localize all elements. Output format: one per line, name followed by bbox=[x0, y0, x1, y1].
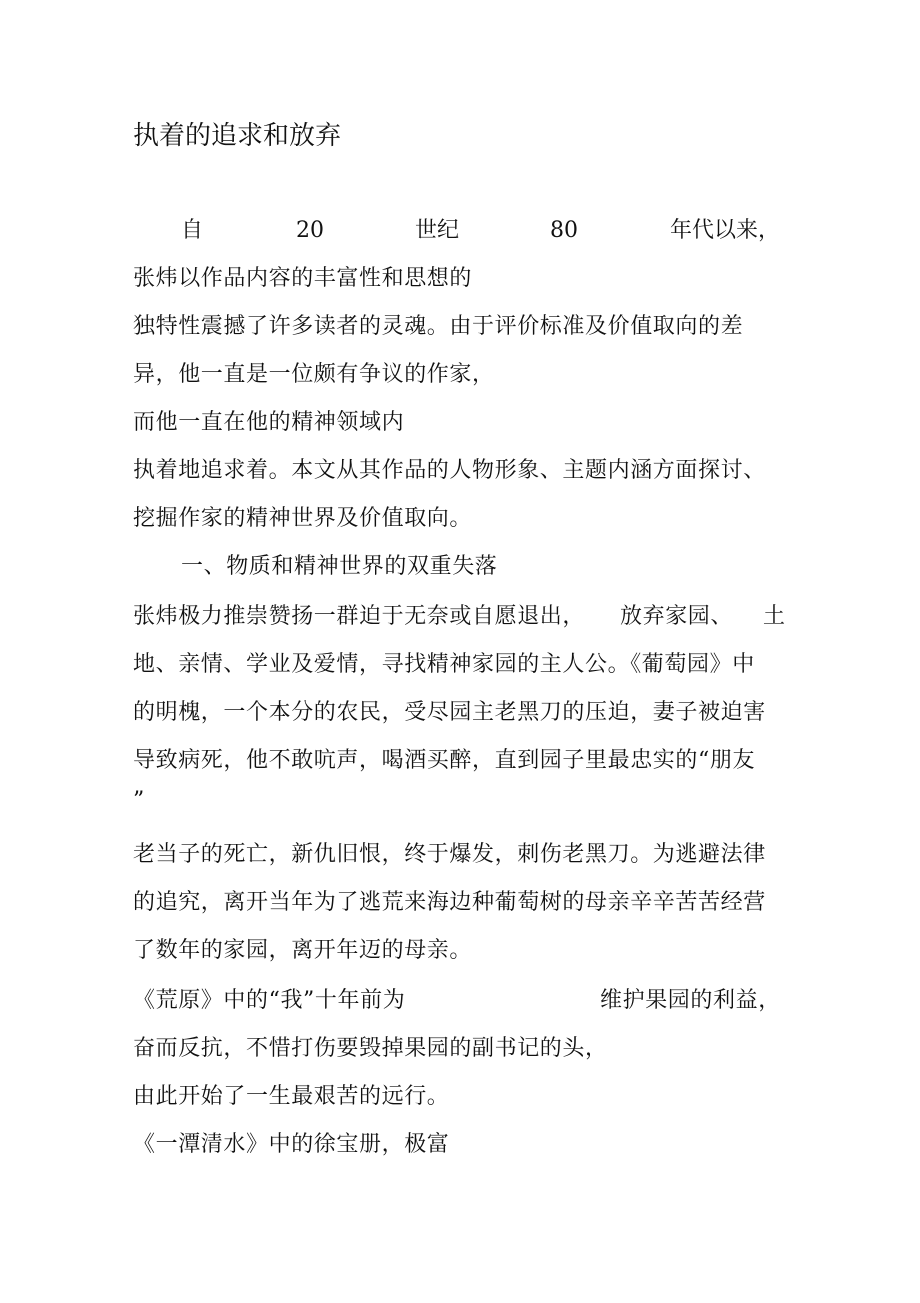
text-segment: 20 bbox=[296, 218, 324, 243]
text-line: 地、亲情、学业及爱情，寻找精神家园的主人公。《葡萄园》中 bbox=[133, 652, 755, 677]
text-line: 张炜以作品内容的丰富性和思想的 bbox=[133, 266, 473, 291]
text-line: 张炜极力推崇赞扬一群迫于无奈或自愿退出， bbox=[133, 604, 586, 629]
text-line: 挖掘作家的精神世界及价值取向。 bbox=[133, 506, 473, 531]
text-segment: 土 bbox=[763, 604, 786, 629]
text-line: 《一潭清水》中的徐宝册，极富 bbox=[133, 1132, 450, 1157]
text-line: 奋而反抗，不惜打伤要毁掉果园的副书记的头， bbox=[133, 1036, 608, 1061]
text-segment: 年代以来， bbox=[670, 218, 781, 243]
text-line: ” bbox=[133, 788, 145, 813]
text-segment: 维护果园的利益， bbox=[600, 988, 781, 1013]
section-heading: 一、物质和精神世界的双重失落 bbox=[181, 554, 498, 579]
text-line: 的明槐，一个本分的农民，受尽园主老黑刀的压迫，妻子被迫害 bbox=[133, 700, 766, 725]
text-line: 独特性震撼了许多读者的灵魂。由于评价标准及价值取向的差 bbox=[133, 314, 744, 339]
text-line: 的追究，离开当年为了逃荒来海边种葡萄树的母亲辛辛苦苦经营 bbox=[133, 890, 766, 915]
text-line: 由此开始了一生最艰苦的远行。 bbox=[133, 1084, 450, 1109]
text-segment: 80 bbox=[550, 218, 578, 243]
text-line: 老当子的死亡，新仇旧恨，终于爆发，刺伤老黑刀。为逃避法律 bbox=[133, 842, 766, 867]
text-line: 执着地追求着。本文从其作品的人物形象、主题内涵方面探讨、 bbox=[133, 458, 766, 483]
text-segment: 放弃家园、 bbox=[620, 604, 734, 629]
text-line: 异，他一直是一位颇有争议的作家， bbox=[133, 362, 495, 387]
text-segment: 世纪 bbox=[415, 218, 460, 243]
text-segment: 自 bbox=[181, 218, 204, 243]
document-title: 执着的追求和放弃 bbox=[133, 121, 342, 151]
text-line: 导致病死，他不敢吭声，喝酒买醉，直到园子里最忠实的“朋友 bbox=[133, 748, 756, 773]
text-line: 了数年的家园，离开年迈的母亲。 bbox=[133, 938, 473, 963]
text-line: 而他一直在他的精神领域内 bbox=[133, 410, 405, 435]
text-line: 《荒原》中的“我”十年前为 bbox=[133, 988, 406, 1013]
